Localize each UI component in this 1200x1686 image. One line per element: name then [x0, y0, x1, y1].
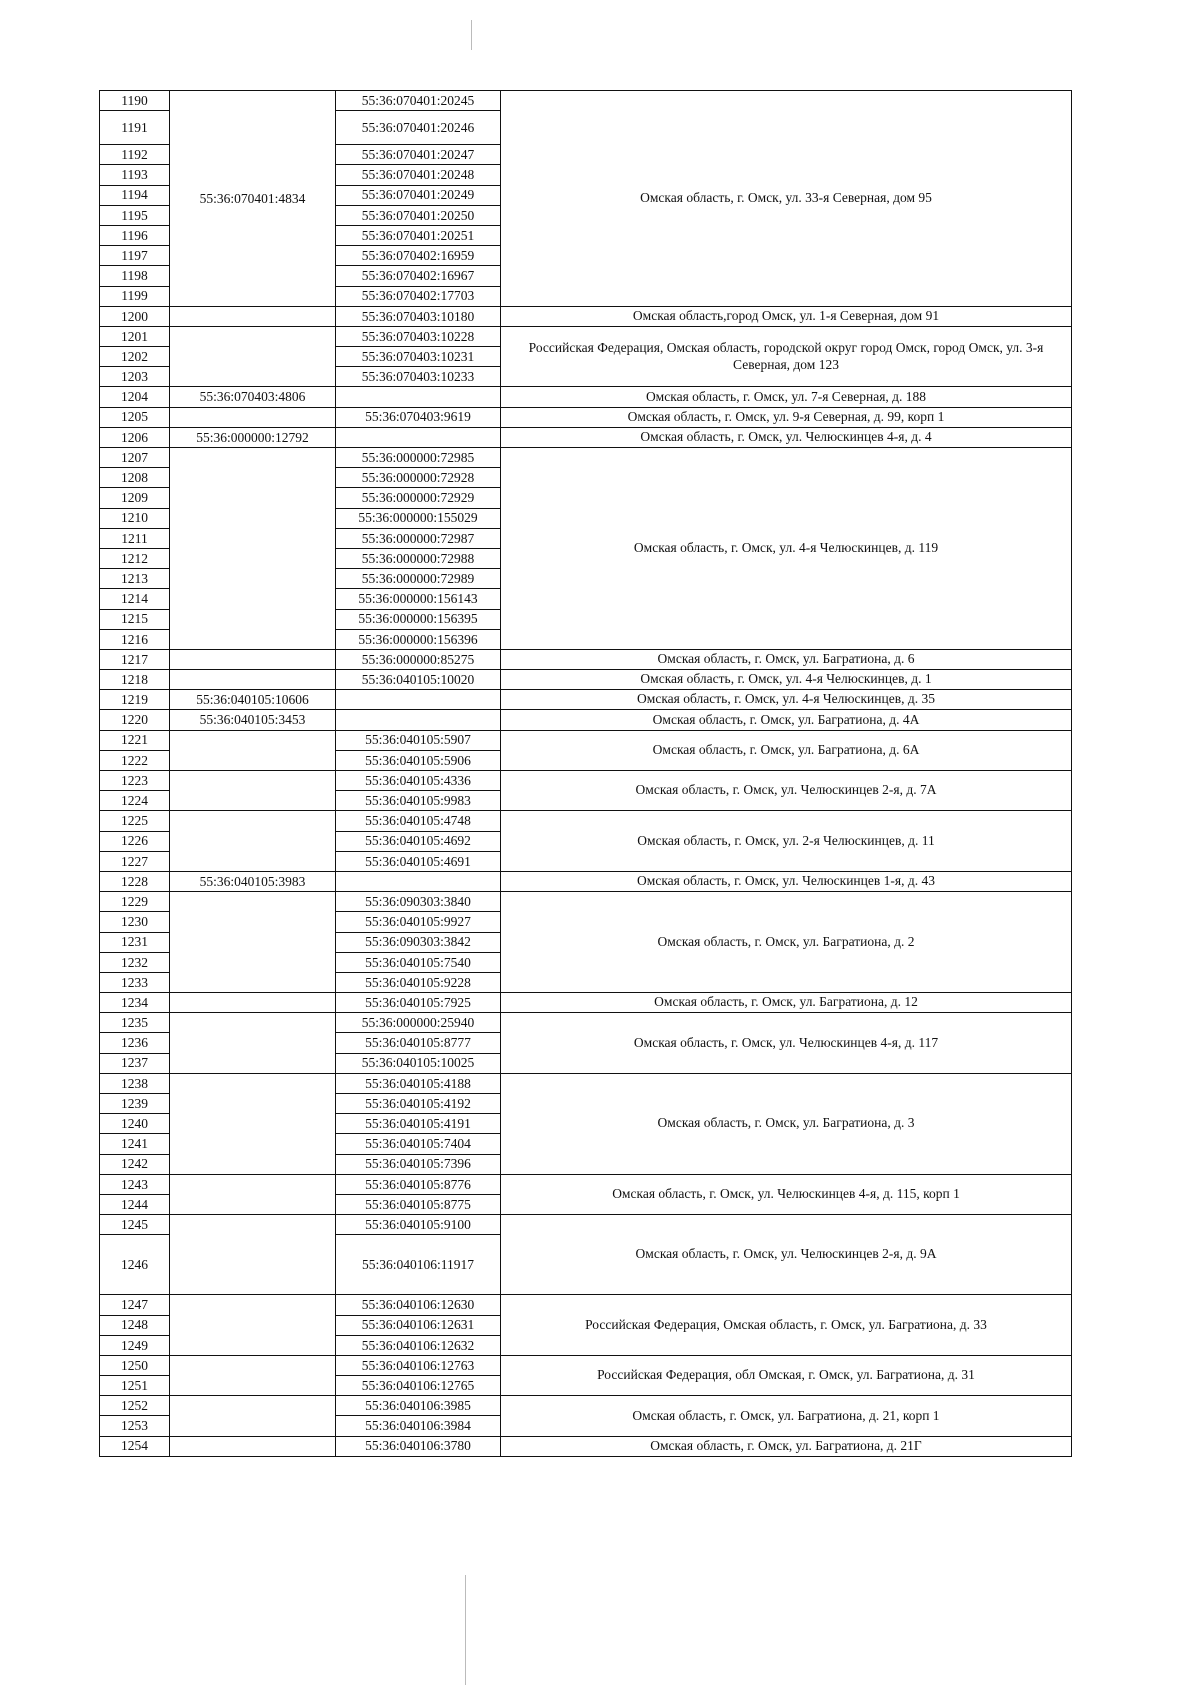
row-number: 1219: [100, 690, 170, 710]
row-number: 1215: [100, 609, 170, 629]
row-number: 1231: [100, 932, 170, 952]
object-cadastral-number: 55:36:070401:20251: [336, 225, 501, 245]
object-cadastral-number: 55:36:000000:72929: [336, 488, 501, 508]
row-number: 1227: [100, 851, 170, 871]
address-cell: Российская Федерация, обл Омская, г. Омск, ул. Багратиона, д. 31: [501, 1355, 1072, 1395]
table-row: [100, 306, 1072, 326]
parcel-cadastral-number: 55:36:040105:3983: [170, 871, 336, 891]
object-cadastral-number: 55:36:040105:4192: [336, 1094, 501, 1114]
object-cadastral-number: 55:36:040106:3780: [336, 1436, 501, 1456]
row-number: 1251: [100, 1376, 170, 1396]
object-cadastral-number: 55:36:000000:156143: [336, 589, 501, 609]
table-row: [100, 1295, 1072, 1315]
table-row: [100, 771, 1072, 791]
registry-body: [100, 91, 1072, 1457]
address-cell: Омская область, г. Омск, ул. Челюскинцев 2-я, д. 9А: [501, 1215, 1072, 1295]
parcel-cadastral-number: 55:36:070401:4834: [170, 91, 336, 307]
table-row: [100, 1396, 1072, 1416]
parcel-cadastral-number: [170, 730, 336, 770]
table-row: [100, 1215, 1072, 1235]
address-cell: Омская область, г. Омск, ул. Челюскинцев 2-я, д. 7А: [501, 771, 1072, 811]
row-number: 1221: [100, 730, 170, 750]
object-cadastral-number: 55:36:040105:8777: [336, 1033, 501, 1053]
object-cadastral-number: 55:36:040105:10025: [336, 1053, 501, 1073]
row-number: 1197: [100, 246, 170, 266]
table-row: [100, 448, 1072, 468]
row-number: 1245: [100, 1215, 170, 1235]
object-cadastral-number: 55:36:000000:156396: [336, 629, 501, 649]
parcel-cadastral-number: 55:36:040105:10606: [170, 690, 336, 710]
object-cadastral-number: 55:36:070401:20250: [336, 205, 501, 225]
object-cadastral-number: 55:36:040106:12630: [336, 1295, 501, 1315]
row-number: 1213: [100, 569, 170, 589]
address-cell: Омская область, г. Омск, ул. Челюскинцев 4-я, д. 4: [501, 427, 1072, 447]
table-row: [100, 1174, 1072, 1194]
address-cell: Омская область, г. Омск, ул. Челюскинцев 4-я, д. 117: [501, 1013, 1072, 1074]
parcel-cadastral-number: [170, 811, 336, 872]
object-cadastral-number: 55:36:040105:10020: [336, 670, 501, 690]
parcel-cadastral-number: [170, 407, 336, 427]
row-number: 1212: [100, 548, 170, 568]
row-number: 1209: [100, 488, 170, 508]
object-cadastral-number: 55:36:040105:9927: [336, 912, 501, 932]
object-cadastral-number: 55:36:070403:10231: [336, 347, 501, 367]
row-number: 1236: [100, 1033, 170, 1053]
object-cadastral-number: 55:36:040105:5906: [336, 750, 501, 770]
address-cell: Омская область, г. Омск, ул. 4-я Челюскинцев, д. 35: [501, 690, 1072, 710]
row-number: 1222: [100, 750, 170, 770]
object-cadastral-number: 55:36:040105:7396: [336, 1154, 501, 1174]
row-number: 1246: [100, 1235, 170, 1295]
object-cadastral-number: 55:36:070401:20247: [336, 145, 501, 165]
object-cadastral-number: 55:36:040105:7925: [336, 993, 501, 1013]
parcel-cadastral-number: [170, 1396, 336, 1436]
parcel-cadastral-number: [170, 670, 336, 690]
row-number: 1235: [100, 1013, 170, 1033]
object-cadastral-number: 55:36:070402:16959: [336, 246, 501, 266]
address-cell: Омская область, г. Омск, ул. 33-я Северная, дом 95: [501, 91, 1072, 307]
row-number: 1249: [100, 1335, 170, 1355]
row-number: 1248: [100, 1315, 170, 1335]
object-cadastral-number: 55:36:070402:17703: [336, 286, 501, 306]
address-cell: Омская область, г. Омск, ул. Багратиона, д. 12: [501, 993, 1072, 1013]
object-cadastral-number: 55:36:040106:12632: [336, 1335, 501, 1355]
object-cadastral-number: 55:36:070402:16967: [336, 266, 501, 286]
object-cadastral-number: 55:36:040106:12631: [336, 1315, 501, 1335]
object-cadastral-number: 55:36:040105:8776: [336, 1174, 501, 1194]
table-row: [100, 993, 1072, 1013]
table-row: [100, 670, 1072, 690]
row-number: 1195: [100, 205, 170, 225]
parcel-cadastral-number: [170, 771, 336, 811]
address-cell: Омская область, г. Омск, ул. Челюскинцев 4-я, д. 115, корп 1: [501, 1174, 1072, 1214]
address-cell: Омская область, г. Омск, ул. 4-я Челюскинцев, д. 119: [501, 448, 1072, 650]
object-cadastral-number: 55:36:070403:10228: [336, 326, 501, 346]
address-cell: Омская область, г. Омск, ул. 7-я Северная, д. 188: [501, 387, 1072, 407]
parcel-cadastral-number: [170, 649, 336, 669]
object-cadastral-number: 55:36:040105:8775: [336, 1194, 501, 1214]
object-cadastral-number: 55:36:000000:72987: [336, 528, 501, 548]
row-number: 1210: [100, 508, 170, 528]
row-number: 1199: [100, 286, 170, 306]
row-number: 1207: [100, 448, 170, 468]
row-number: 1218: [100, 670, 170, 690]
row-number: 1250: [100, 1355, 170, 1375]
object-cadastral-number: [336, 710, 501, 730]
row-number: 1234: [100, 993, 170, 1013]
table-row: [100, 871, 1072, 891]
object-cadastral-number: 55:36:040106:3985: [336, 1396, 501, 1416]
object-cadastral-number: 55:36:040106:11917: [336, 1235, 501, 1295]
row-number: 1232: [100, 952, 170, 972]
row-number: 1243: [100, 1174, 170, 1194]
object-cadastral-number: 55:36:040105:4692: [336, 831, 501, 851]
row-number: 1237: [100, 1053, 170, 1073]
row-number: 1208: [100, 468, 170, 488]
row-number: 1229: [100, 892, 170, 912]
parcel-cadastral-number: [170, 1013, 336, 1074]
object-cadastral-number: 55:36:040106:12765: [336, 1376, 501, 1396]
parcel-cadastral-number: [170, 1355, 336, 1395]
object-cadastral-number: 55:36:040105:7540: [336, 952, 501, 972]
parcel-cadastral-number: [170, 1215, 336, 1295]
address-cell: Омская область, г. Омск, ул. Багратиона, д. 6А: [501, 730, 1072, 770]
parcel-cadastral-number: 55:36:000000:12792: [170, 427, 336, 447]
table-row: [100, 811, 1072, 831]
parcel-cadastral-number: [170, 1436, 336, 1456]
object-cadastral-number: 55:36:090303:3842: [336, 932, 501, 952]
registry-table: [99, 90, 1072, 1457]
row-number: 1254: [100, 1436, 170, 1456]
row-number: 1224: [100, 791, 170, 811]
row-number: 1241: [100, 1134, 170, 1154]
object-cadastral-number: 55:36:040105:4191: [336, 1114, 501, 1134]
parcel-cadastral-number: [170, 1174, 336, 1214]
parcel-cadastral-number: [170, 993, 336, 1013]
parcel-cadastral-number: [170, 892, 336, 993]
row-number: 1217: [100, 649, 170, 669]
object-cadastral-number: 55:36:040106:12763: [336, 1355, 501, 1375]
object-cadastral-number: 55:36:040105:9228: [336, 972, 501, 992]
address-cell: Омская область,город Омск, ул. 1-я Северная, дом 91: [501, 306, 1072, 326]
row-number: 1190: [100, 91, 170, 111]
object-cadastral-number: 55:36:070403:9619: [336, 407, 501, 427]
row-number: 1203: [100, 367, 170, 387]
object-cadastral-number: 55:36:000000:72988: [336, 548, 501, 568]
table-row: [100, 91, 1072, 111]
object-cadastral-number: 55:36:000000:25940: [336, 1013, 501, 1033]
address-cell: Омская область, г. Омск, ул. Багратиона, д. 4А: [501, 710, 1072, 730]
object-cadastral-number: 55:36:040105:7404: [336, 1134, 501, 1154]
row-number: 1194: [100, 185, 170, 205]
address-cell: Омская область, г. Омск, ул. Багратиона, д. 3: [501, 1073, 1072, 1174]
object-cadastral-number: 55:36:070401:20248: [336, 165, 501, 185]
row-number: 1252: [100, 1396, 170, 1416]
row-number: 1193: [100, 165, 170, 185]
object-cadastral-number: [336, 690, 501, 710]
table-row: [100, 1355, 1072, 1375]
object-cadastral-number: 55:36:040105:4748: [336, 811, 501, 831]
parcel-cadastral-number: [170, 448, 336, 650]
object-cadastral-number: 55:36:040105:4691: [336, 851, 501, 871]
address-cell: Омская область, г. Омск, ул. Багратиона, д. 6: [501, 649, 1072, 669]
row-number: 1204: [100, 387, 170, 407]
row-number: 1230: [100, 912, 170, 932]
address-cell: Российская Федерация, Омская область, г. Омск, ул. Багратиона, д. 33: [501, 1295, 1072, 1356]
parcel-cadastral-number: [170, 306, 336, 326]
object-cadastral-number: 55:36:070403:10233: [336, 367, 501, 387]
object-cadastral-number: 55:36:040106:3984: [336, 1416, 501, 1436]
object-cadastral-number: 55:36:070401:20249: [336, 185, 501, 205]
row-number: 1200: [100, 306, 170, 326]
table-row: [100, 1073, 1072, 1093]
row-number: 1205: [100, 407, 170, 427]
object-cadastral-number: 55:36:040105:4336: [336, 771, 501, 791]
row-number: 1228: [100, 871, 170, 891]
object-cadastral-number: 55:36:040105:5907: [336, 730, 501, 750]
object-cadastral-number: [336, 427, 501, 447]
table-row: [100, 407, 1072, 427]
object-cadastral-number: 55:36:000000:72928: [336, 468, 501, 488]
object-cadastral-number: 55:36:040105:4188: [336, 1073, 501, 1093]
object-cadastral-number: 55:36:040105:9100: [336, 1215, 501, 1235]
table-row: [100, 326, 1072, 346]
object-cadastral-number: 55:36:090303:3840: [336, 892, 501, 912]
parcel-cadastral-number: [170, 326, 336, 387]
parcel-cadastral-number: 55:36:040105:3453: [170, 710, 336, 730]
table-row: [100, 730, 1072, 750]
parcel-cadastral-number: 55:36:070403:4806: [170, 387, 336, 407]
table-row: [100, 1013, 1072, 1033]
object-cadastral-number: 55:36:000000:72985: [336, 448, 501, 468]
row-number: 1201: [100, 326, 170, 346]
row-number: 1202: [100, 347, 170, 367]
row-number: 1196: [100, 225, 170, 245]
row-number: 1226: [100, 831, 170, 851]
address-cell: Российская Федерация, Омская область, городской округ город Омск, город Омск, ул. 3-я Северная, дом 123: [501, 326, 1072, 387]
row-number: 1211: [100, 528, 170, 548]
row-number: 1244: [100, 1194, 170, 1214]
row-number: 1206: [100, 427, 170, 447]
object-cadastral-number: 55:36:000000:85275: [336, 649, 501, 669]
row-number: 1239: [100, 1094, 170, 1114]
object-cadastral-number: 55:36:000000:72989: [336, 569, 501, 589]
row-number: 1233: [100, 972, 170, 992]
row-number: 1198: [100, 266, 170, 286]
table-row: [100, 649, 1072, 669]
row-number: 1247: [100, 1295, 170, 1315]
object-cadastral-number: 55:36:070401:20246: [336, 111, 501, 145]
table-row: [100, 1436, 1072, 1456]
address-cell: Омская область, г. Омск, ул. Челюскинцев 1-я, д. 43: [501, 871, 1072, 891]
address-cell: Омская область, г. Омск, ул. Багратиона, д. 2: [501, 892, 1072, 993]
row-number: 1220: [100, 710, 170, 730]
row-number: 1214: [100, 589, 170, 609]
row-number: 1225: [100, 811, 170, 831]
address-cell: Омская область, г. Омск, ул. Багратиона, д. 21, корп 1: [501, 1396, 1072, 1436]
object-cadastral-number: 55:36:070401:20245: [336, 91, 501, 111]
address-cell: Омская область, г. Омск, ул. 9-я Северная, д. 99, корп 1: [501, 407, 1072, 427]
object-cadastral-number: [336, 871, 501, 891]
parcel-cadastral-number: [170, 1295, 336, 1356]
table-row: [100, 690, 1072, 710]
row-number: 1223: [100, 771, 170, 791]
parcel-cadastral-number: [170, 1073, 336, 1174]
row-number: 1240: [100, 1114, 170, 1134]
row-number: 1191: [100, 111, 170, 145]
object-cadastral-number: 55:36:000000:155029: [336, 508, 501, 528]
object-cadastral-number: 55:36:070403:10180: [336, 306, 501, 326]
address-cell: Омская область, г. Омск, ул. Багратиона, д. 21Г: [501, 1436, 1072, 1456]
row-number: 1242: [100, 1154, 170, 1174]
object-cadastral-number: [336, 387, 501, 407]
address-cell: Омская область, г. Омск, ул. 4-я Челюскинцев, д. 1: [501, 670, 1072, 690]
table-row: [100, 427, 1072, 447]
table-row: [100, 387, 1072, 407]
address-cell: Омская область, г. Омск, ул. 2-я Челюскинцев, д. 11: [501, 811, 1072, 872]
object-cadastral-number: 55:36:000000:156395: [336, 609, 501, 629]
row-number: 1238: [100, 1073, 170, 1093]
row-number: 1253: [100, 1416, 170, 1436]
object-cadastral-number: 55:36:040105:9983: [336, 791, 501, 811]
row-number: 1192: [100, 145, 170, 165]
row-number: 1216: [100, 629, 170, 649]
table-row: [100, 710, 1072, 730]
table-row: [100, 892, 1072, 912]
